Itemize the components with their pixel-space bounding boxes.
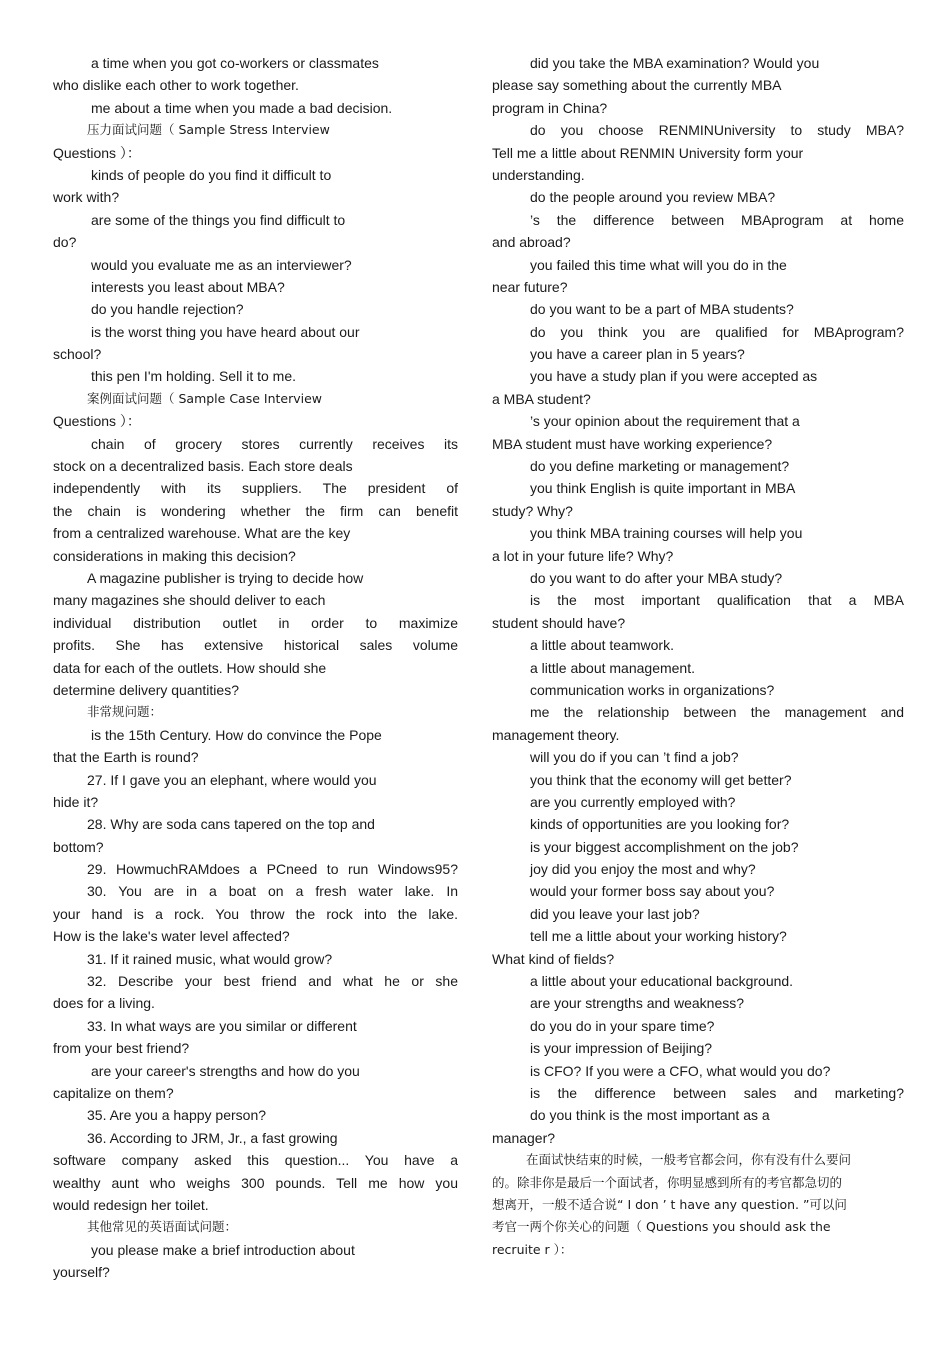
left-column-line: interests you least about MBA?: [91, 278, 285, 295]
right-column-line: you have a study plan if you were accepted as: [530, 368, 818, 385]
left-column-line: 32. Describe your best friend and what he or she: [87, 973, 458, 990]
left-column-line: 非常规问题：: [87, 704, 163, 720]
right-column-line: manager?: [492, 1129, 556, 1146]
left-column-line: 其他常见的英语面试问题：: [87, 1219, 238, 1235]
right-column-line: Tell me a little about RENMIN University form your: [492, 144, 804, 161]
right-column-line: will you do if you can ’t find a job?: [530, 749, 739, 766]
right-column-line: you failed this time what will you do in the: [530, 256, 787, 273]
right-column-line: did you take the MBA examination? Would you: [530, 55, 820, 71]
right-column-line: you think that the economy will get better?: [530, 771, 792, 788]
left-column-line: work with?: [53, 189, 120, 206]
left-column-line: 27. If I gave you an elephant, where would you: [87, 771, 377, 788]
left-column-line: 30. You are in a boat on a fresh water lake. In: [87, 883, 458, 900]
right-column-line: a little about teamwork.: [530, 637, 674, 654]
right-column-line: 想离开，一般不适合说“ I don ’ t have any question. ”可以问: [492, 1196, 847, 1212]
left-column-line: 案例面试问题（ Sample Case Interview: [87, 390, 323, 406]
left-column-line: chain of grocery stores currently receives its: [91, 435, 458, 452]
left-column-line: How is the lake's water level affected?: [53, 928, 290, 945]
left-column-line: individual distribution outlet in order to maximize: [53, 614, 458, 631]
right-column-line: ’s the difference between MBAprogram at home: [530, 211, 904, 228]
left-column-line: independently with its suppliers. The president of: [53, 480, 458, 497]
right-column-line: do the people around you review MBA?: [530, 189, 776, 206]
right-column-line: recruite r ）：: [492, 1241, 573, 1257]
left-column-line: 31. If it rained music, what would grow?: [87, 950, 333, 967]
right-column-line: you think English is quite important in MBA: [530, 480, 796, 497]
left-column-line: data for each of the outlets. How should she: [53, 659, 327, 676]
left-column-line: profits. She has extensive historical sales volume: [53, 637, 458, 654]
left-column-line: from a centralized warehouse. What are the key: [53, 525, 351, 542]
left-column-line: bottom?: [53, 838, 104, 855]
right-column-line: joy did you enjoy the most and why?: [530, 861, 756, 878]
left-column-line: yourself?: [53, 1264, 110, 1281]
left-column-line: does for a living.: [53, 995, 155, 1012]
right-column-line: you think MBA training courses will help you: [530, 525, 803, 542]
left-column-line: you please make a brief introduction about: [91, 1241, 355, 1258]
right-column-line: program in China?: [492, 99, 608, 116]
left-column-line: determine delivery quantities?: [53, 681, 239, 698]
left-column-line: wealthy aunt who weighs 300 pounds. Tell me how you: [53, 1174, 458, 1191]
right-column-line: study? Why?: [492, 502, 573, 519]
right-column-line: 考官一两个你关心的问题（ Questions you should ask the: [492, 1219, 831, 1235]
right-column-line: is the most important qualification that a MBA: [530, 592, 904, 609]
right-column-line: kinds of opportunities are you looking for?: [530, 816, 790, 833]
right-column-line: do you want to do after your MBA study?: [530, 569, 783, 586]
right-column-line: ’s your opinion about the requirement that a: [530, 413, 800, 430]
left-column-line: are some of the things you find difficult to: [91, 211, 346, 228]
left-column-line: Questions ）：: [53, 413, 141, 430]
left-column-line: kinds of people do you find it difficult to: [91, 166, 332, 183]
right-text-column: [492, 52, 904, 1261]
left-column-line: this pen I'm holding. Sell it to me.: [91, 368, 296, 385]
right-column-line: management theory.: [492, 726, 620, 743]
right-column-line: is CFO? If you were a CFO, what would you do?: [530, 1062, 831, 1079]
right-column-line: communication works in organizations?: [530, 681, 775, 698]
right-column-line: please say something about the currently MBA: [492, 77, 782, 94]
left-column-line: is the 15th Century. How do convince the Pope: [91, 726, 382, 743]
right-column-line: you have a career plan in 5 years?: [530, 346, 745, 363]
left-column-line: who dislike each other to work together.: [53, 77, 299, 94]
right-column-line: do you choose RENMINUniversity to study MBA?: [530, 122, 904, 139]
right-column-line: What kind of fields?: [492, 950, 615, 967]
right-column-line: did you leave your last job?: [530, 905, 700, 922]
left-column-line: do you handle rejection?: [91, 301, 244, 318]
right-column-line: are you currently employed with?: [530, 793, 736, 810]
right-column-line: near future?: [492, 278, 568, 295]
left-column-line: 28. Why are soda cans tapered on the top and: [87, 816, 375, 833]
right-column-line: do you want to be a part of MBA students?: [530, 301, 794, 318]
right-column-line: student should have?: [492, 614, 626, 631]
right-column-line: do you define marketing or management?: [530, 458, 790, 475]
right-column-line: do you do in your spare time?: [530, 1017, 715, 1034]
right-column-line: would your former boss say about you?: [530, 883, 775, 900]
left-column-line: would redesign her toilet.: [53, 1196, 209, 1213]
right-column-line: MBA student must have working experience?: [492, 435, 773, 452]
right-column-line: a MBA student?: [492, 390, 591, 407]
right-column-line: 在面试快结束的时候，一般考官都会问，你有没有什么要问: [526, 1152, 852, 1168]
right-column-line: a little about management.: [530, 659, 695, 676]
right-column-line: are your strengths and weakness?: [530, 995, 745, 1012]
left-column-line: 35. Are you a happy person?: [87, 1107, 267, 1124]
left-column-line: 压力面试问题（ Sample Stress Interview: [87, 122, 330, 138]
left-column-line: do?: [53, 234, 77, 251]
left-column-line: many magazines she should deliver to each: [53, 592, 326, 609]
right-column-line: do you think is the most important as a: [530, 1107, 770, 1124]
right-column-line: is your biggest accomplishment on the job?: [530, 838, 799, 855]
left-column-line: stock on a decentralized basis. Each store deals: [53, 458, 353, 475]
right-column-line: tell me a little about your working history?: [530, 928, 787, 945]
right-column-line: a lot in your future life? Why?: [492, 547, 674, 564]
left-column-line: software company asked this question... You have a: [53, 1152, 458, 1169]
left-column-line: your hand is a rock. You throw the rock into the lake.: [53, 905, 458, 922]
left-column-line: 36. According to JRM, Jr., a fast growing: [87, 1129, 338, 1146]
right-column-line: is the difference between sales and marketing?: [530, 1084, 904, 1101]
right-column-line: is your impression of Beijing?: [530, 1040, 713, 1057]
left-column-line: from your best friend?: [53, 1040, 190, 1057]
left-column-line: considerations in making this decision?: [53, 547, 296, 564]
left-column-line: me about a time when you made a bad decision.: [91, 99, 393, 116]
left-column-line: Questions ）：: [53, 144, 141, 161]
left-column-line: are your career's strengths and how do you: [91, 1062, 360, 1079]
right-column-line: 的。除非你是最后一个面试者，你明显感到所有的考官都急切的: [492, 1174, 843, 1190]
left-column-line: hide it?: [53, 793, 99, 810]
left-column-line: capitalize on them?: [53, 1084, 174, 1101]
right-column-line: and abroad?: [492, 234, 571, 251]
right-column-line: understanding.: [492, 166, 585, 183]
right-column-line: me the relationship between the management and: [530, 704, 904, 721]
left-column-line: the chain is wondering whether the firm can benefit: [53, 502, 458, 519]
left-text-column: [53, 52, 458, 1283]
left-column-line: 33. In what ways are you similar or different: [87, 1017, 357, 1034]
left-column-line: 29. HowmuchRAMdoes a PCneed to run Windows95?: [87, 861, 458, 878]
left-column-line: a time when you got co-workers or classmates: [91, 55, 379, 71]
left-column-line: would you evaluate me as an interviewer?: [91, 256, 352, 273]
left-column-line: is the worst thing you have heard about our: [91, 323, 360, 340]
left-column-line: that the Earth is round?: [53, 749, 199, 766]
left-column-line: school?: [53, 346, 102, 363]
right-column-line: do you think you are qualified for MBAprogram?: [530, 323, 904, 340]
left-column-line: A magazine publisher is trying to decide how: [87, 569, 364, 586]
right-column-line: a little about your educational background.: [530, 973, 794, 990]
